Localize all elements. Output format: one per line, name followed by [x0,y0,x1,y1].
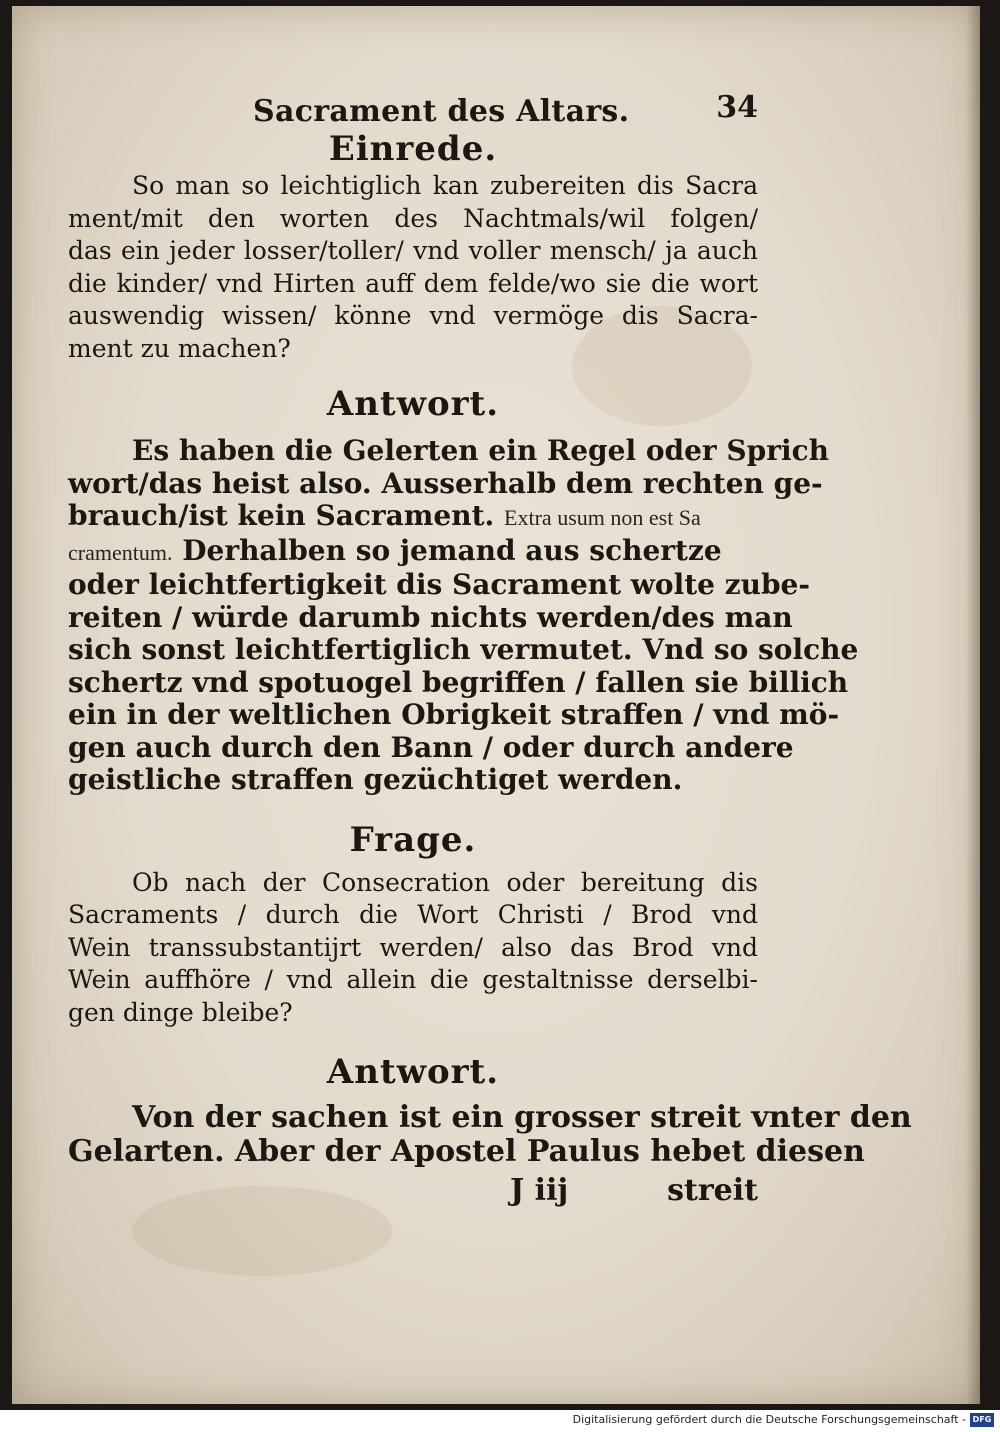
running-head [68,90,758,134]
text-line: Ob nach der Consecration oder bereitung dis [132,867,758,897]
section-heading: Einrede. [328,129,498,169]
paragraph-antwort-2 [68,1100,912,1169]
catchword-line [68,1173,758,1213]
signature-mark: J iij [510,1173,569,1208]
text-line: gen auch durch den Bann / oder durch andere [68,730,794,764]
text-line: auswendig wissen/ könne vnd vermöge dis Sacra- [68,301,758,330]
text-line: Gelarten. Aber der Apostel Paulus hebet diesen [68,1134,865,1169]
text-line: Sacraments / durch die Wort Christi / Brod vnd [68,900,758,929]
text-line: oder leichtfertigkeit dis Sacrament wolte zube- [68,568,810,601]
text-line: So man so leichtiglich kan zubereiten dis Sacra [132,171,758,200]
text-line: gen dinge bleibe? [68,997,293,1027]
text-line: Wein auffhöre / vnd allein die gestaltnisse derselbi- [68,965,758,994]
paragraph-frage [68,867,758,1030]
page-number: 34 [716,90,758,125]
text-line [68,535,758,570]
dfg-logo: DFG [970,1413,994,1427]
section-heading: Antwort. [326,1052,500,1092]
section-heading: Frage. [349,819,477,860]
text-line: geistliche straffen gezüchtiget werden. [68,763,683,796]
text-line: die kinder/ vnd Hirten auff dem felde/wo sie die wort [68,268,758,298]
text-line: das ein jeder losser/toller/ vnd voller mensch/ ja auch [68,236,758,265]
text-line: ment/mit den worten des Nachtmals/wil folgen/ [68,203,758,233]
page-edge-shadow [966,6,980,1404]
text-line: Wein transsubstantijrt werden/ also das Brod vnd [68,932,758,962]
text-line: Es haben die Gelerten ein Regel oder Sprich [132,434,829,467]
digitization-footer [0,1410,1000,1432]
paragraph-antwort-1 [68,434,859,797]
text-line [68,500,758,535]
text-segment: brauch/ist kein Sacrament. [68,499,495,532]
paragraph-einrede [68,170,758,365]
latin-phrase: Extra usum non est Sa [504,505,701,530]
text-line: reiten / würde darumb nichts werden/des man [68,600,793,634]
text-line: ein in der weltlichen Obrigkeit straffen / vnd mö- [68,698,840,731]
latin-phrase: cramentum. [68,539,173,565]
running-title: Sacrament des Altars. [253,94,630,129]
text-segment: Derhalben so jemand aus schertze [182,533,722,567]
text-line: Von der sachen ist ein grosser streit vnter den [132,1100,912,1135]
text-line: wort/das heist also. Ausserhalb dem rechten ge- [68,466,823,500]
section-heading: Antwort. [326,384,500,424]
text-line: ment zu machen? [68,333,291,363]
page-text [68,80,912,1213]
text-line: sich sonst leichtfertiglich vermutet. Vnd so solche [68,633,859,666]
catchword: streit [667,1173,758,1208]
funding-credit: Digitalisierung gefördert durch die Deutsche Forschungsgemeinschaft - [572,1413,966,1426]
text-line: schertz vnd spotuogel begriffen / fallen sie billich [68,665,849,699]
